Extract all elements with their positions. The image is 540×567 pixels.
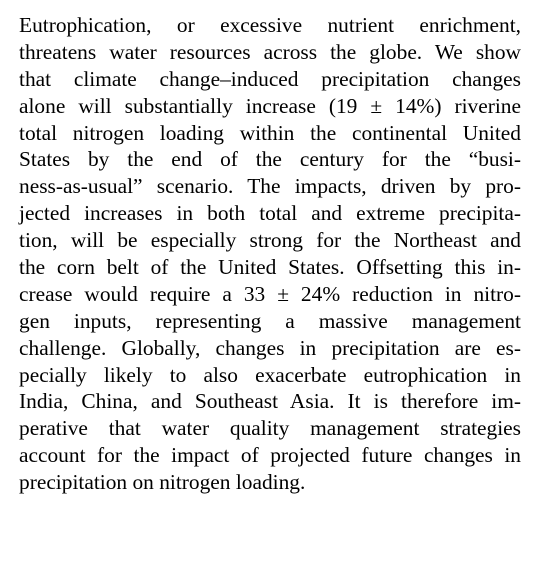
abstract-line: crease would require a 33 ± 24% reduction in nitro- (19, 281, 521, 306)
abstract-line: jected increases in both total and extreme precipita- (19, 201, 521, 226)
abstract-line: precipitation on nitrogen loading. (19, 470, 306, 495)
abstract-line: challenge. Globally, changes in precipitation are es- (19, 335, 521, 360)
abstract-line: States by the end of the century for the “busi- (19, 147, 521, 172)
abstract-line: ness-as-usual” scenario. The impacts, driven by pro- (19, 174, 521, 199)
abstract-line: that climate change–induced precipitation changes (19, 66, 521, 91)
abstract-line: the corn belt of the United States. Offsetting this in- (19, 255, 521, 280)
abstract-line: pecially likely to also exacerbate eutrophication in (19, 362, 521, 387)
abstract-line: account for the impact of projected future changes in (19, 443, 521, 468)
abstract-line: Eutrophication, or excessive nutrient enrichment, (19, 13, 521, 37)
abstract-line: gen inputs, representing a massive management (19, 308, 521, 333)
abstract-line: India, China, and Southeast Asia. It is therefore im- (19, 389, 521, 414)
abstract-line: threatens water resources across the globe. We show (19, 39, 521, 64)
abstract-line: total nitrogen loading within the continental United (19, 120, 521, 145)
abstract-line: alone will substantially increase (19 ± 14%) riverine (19, 93, 521, 118)
abstract-line: tion, will be especially strong for the Northeast and (19, 228, 521, 253)
abstract-line: perative that water quality management strategies (19, 416, 521, 441)
abstract-paragraph (19, 12, 521, 496)
